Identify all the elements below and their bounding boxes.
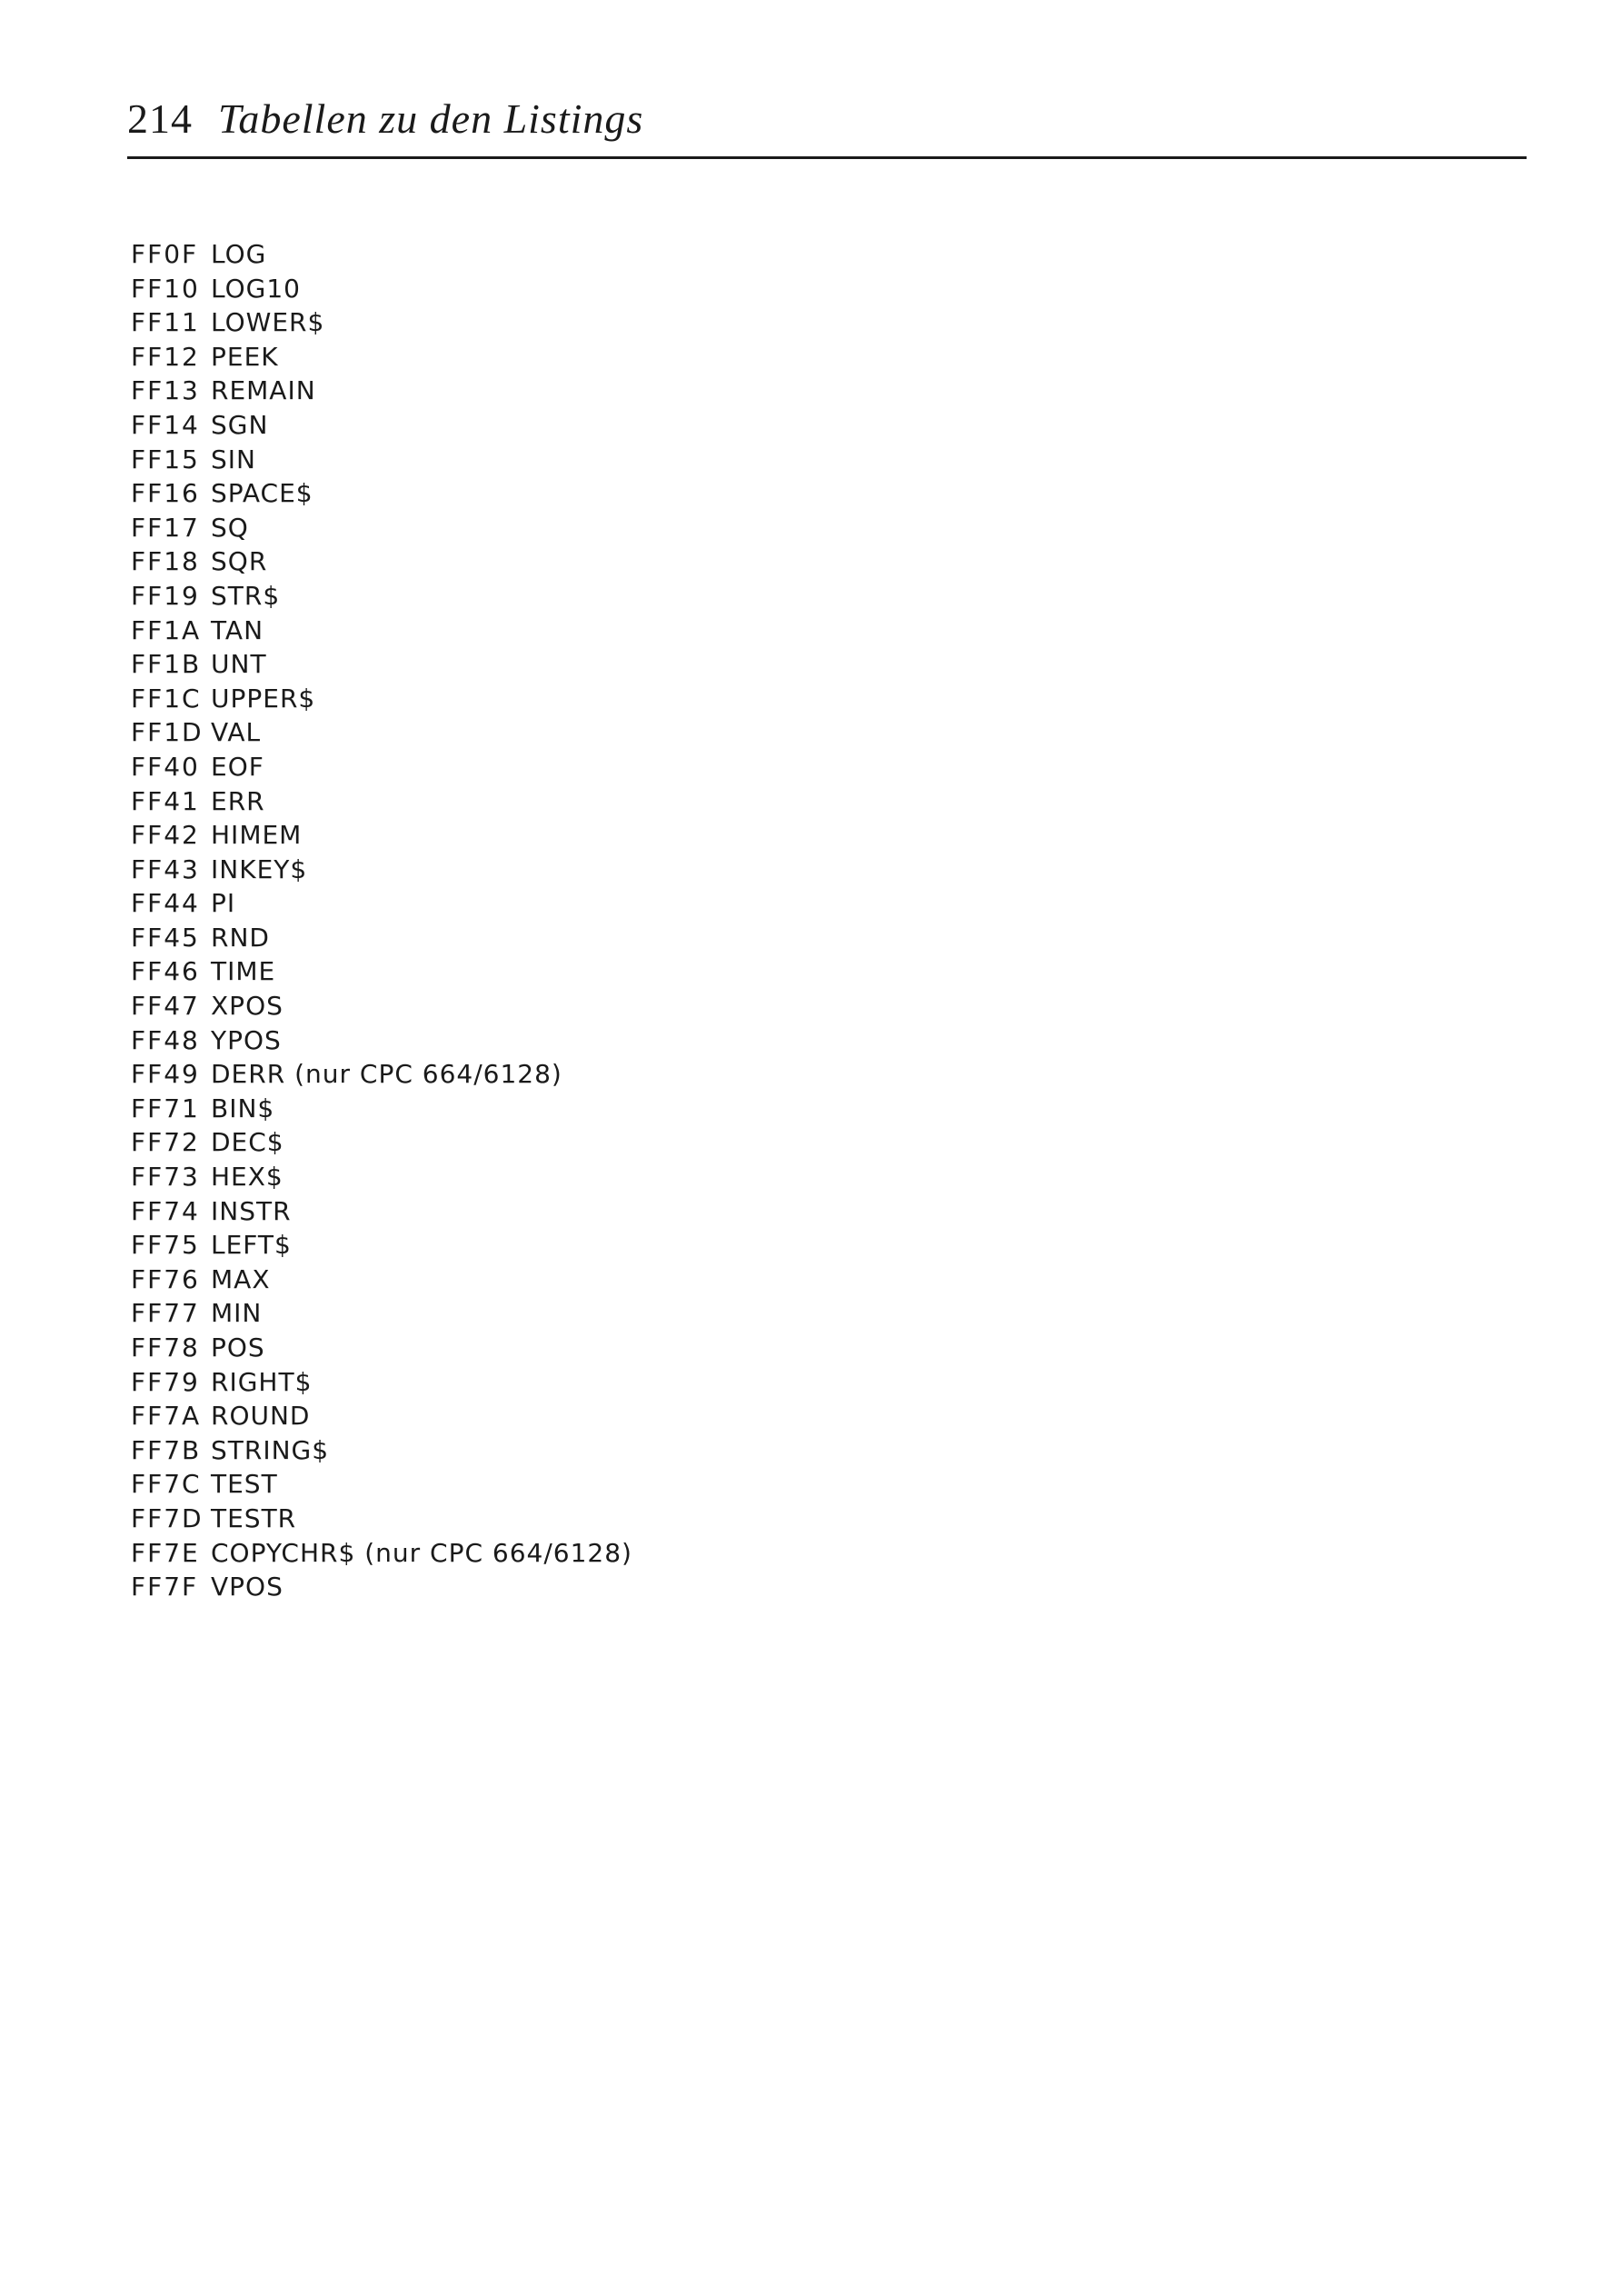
token-name: TESTR	[211, 1502, 297, 1533]
token-code: FF75	[131, 1230, 200, 1261]
token-code: FF19	[131, 580, 200, 611]
listing-row	[131, 1331, 632, 1365]
token-name: REMAIN	[211, 375, 316, 406]
listing-row	[131, 408, 632, 443]
token-code: FF76	[131, 1263, 200, 1294]
listing-row	[131, 1023, 632, 1058]
listing-row	[131, 647, 632, 682]
token-code: FF11	[131, 307, 200, 338]
token-name: EOF	[211, 751, 264, 782]
listing-row	[131, 1057, 632, 1092]
listing-row	[131, 614, 632, 648]
listing-row	[131, 1092, 632, 1126]
token-name: STRING$	[211, 1434, 330, 1465]
token-name: SQR	[211, 546, 268, 577]
token-code: FF74	[131, 1195, 200, 1226]
token-code: FF1D	[131, 717, 204, 748]
token-code: FF17	[131, 512, 200, 543]
token-code: FF1C	[131, 683, 202, 714]
listing-row	[131, 1160, 632, 1194]
token-name: RIGHT$	[211, 1366, 313, 1397]
token-code: FF78	[131, 1333, 200, 1363]
token-code: FF40	[131, 751, 200, 782]
token-name: MAX	[211, 1263, 271, 1294]
token-name: BIN$	[211, 1093, 275, 1123]
token-code: FF44	[131, 888, 200, 919]
listing-row	[131, 374, 632, 408]
listing-row	[131, 544, 632, 579]
token-code: FF15	[131, 444, 200, 474]
token-name: HIMEM	[211, 820, 303, 851]
token-name: TAN	[211, 614, 264, 645]
token-code: FF14	[131, 409, 200, 440]
token-code: FF18	[131, 546, 200, 577]
listing-row	[131, 954, 632, 989]
token-code: FF12	[131, 341, 200, 372]
token-name: UPPER$	[211, 683, 316, 714]
listing-row	[131, 750, 632, 784]
token-code: FF42	[131, 820, 200, 851]
listing-row	[131, 340, 632, 374]
token-code: FF0F	[131, 239, 199, 269]
token-code: FF7C	[131, 1469, 202, 1500]
token-name: HEX$	[211, 1162, 284, 1193]
token-name: ROUND	[211, 1401, 311, 1432]
token-name: RND	[211, 922, 270, 953]
listing-row	[131, 579, 632, 614]
token-code: FF7D	[131, 1502, 204, 1533]
token-listing	[131, 237, 632, 1604]
listing-row	[131, 1502, 632, 1536]
listing-row	[131, 1228, 632, 1263]
token-name: INSTR	[211, 1195, 292, 1226]
token-code: FF16	[131, 478, 200, 509]
token-code: FF7F	[131, 1572, 199, 1602]
token-name: TIME	[211, 956, 276, 987]
listing-row	[131, 1365, 632, 1400]
token-name: SPACE$	[211, 478, 313, 509]
listing-row	[131, 1433, 632, 1468]
listing-row	[131, 272, 632, 306]
page-number: 214	[127, 95, 193, 142]
token-code: FF73	[131, 1162, 200, 1193]
token-name: SGN	[211, 409, 269, 440]
token-code: FF10	[131, 273, 200, 304]
token-name: LOG10	[211, 273, 301, 304]
listing-row	[131, 443, 632, 477]
token-name: DEC$	[211, 1127, 284, 1158]
token-name: LOWER$	[211, 307, 325, 338]
listing-row	[131, 784, 632, 819]
token-name: POS	[211, 1333, 265, 1363]
token-code: FF46	[131, 956, 200, 987]
token-code: FF41	[131, 785, 200, 816]
listing-row	[131, 1194, 632, 1229]
token-code: FF71	[131, 1093, 200, 1123]
listing-row	[131, 1570, 632, 1604]
listing-row	[131, 1399, 632, 1433]
listing-row	[131, 989, 632, 1023]
listing-row	[131, 1125, 632, 1160]
token-name: SQ	[211, 512, 249, 543]
listing-row	[131, 237, 632, 272]
listing-row	[131, 305, 632, 340]
listing-row	[131, 1467, 632, 1502]
token-code: FF1A	[131, 614, 202, 645]
page-header	[127, 91, 1527, 159]
token-name: VAL	[211, 717, 262, 748]
token-code: FF7A	[131, 1401, 202, 1432]
token-name: ERR	[211, 785, 265, 816]
token-name: PI	[211, 888, 236, 919]
listing-row	[131, 511, 632, 545]
listing-row	[131, 682, 632, 716]
token-name: VPOS	[211, 1572, 284, 1602]
token-name: STR$	[211, 580, 281, 611]
token-name: PEEK	[211, 341, 279, 372]
token-name: TEST	[211, 1469, 278, 1500]
token-code: FF45	[131, 922, 200, 953]
listing-row	[131, 476, 632, 511]
token-name: MIN	[211, 1298, 263, 1329]
listing-row	[131, 1536, 632, 1571]
token-name: YPOS	[211, 1024, 282, 1055]
listing-row	[131, 886, 632, 921]
token-code: FF49	[131, 1059, 200, 1090]
listing-row	[131, 921, 632, 955]
token-name: UNT	[211, 649, 267, 680]
token-name: XPOS	[211, 991, 284, 1022]
token-code: FF7E	[131, 1537, 200, 1568]
token-code: FF1B	[131, 649, 202, 680]
listing-row	[131, 853, 632, 887]
listing-row	[131, 715, 632, 750]
token-code: FF7B	[131, 1434, 202, 1465]
token-code: FF72	[131, 1127, 200, 1158]
token-code: FF47	[131, 991, 200, 1022]
token-name: LEFT$	[211, 1230, 292, 1261]
token-code: FF43	[131, 854, 200, 884]
token-name: COPYCHR$ (nur CPC 664/6128)	[211, 1537, 632, 1568]
listing-row	[131, 1296, 632, 1331]
listing-row	[131, 818, 632, 853]
token-name: SIN	[211, 444, 256, 474]
token-name: INKEY$	[211, 854, 308, 884]
token-name: DERR (nur CPC 664/6128)	[211, 1059, 562, 1090]
token-name: LOG	[211, 239, 267, 269]
listing-row	[131, 1263, 632, 1297]
token-code: FF77	[131, 1298, 200, 1329]
token-code: FF13	[131, 375, 200, 406]
token-code: FF79	[131, 1366, 200, 1397]
token-code: FF48	[131, 1024, 200, 1055]
running-title: Tabellen zu den Listings	[218, 95, 644, 142]
